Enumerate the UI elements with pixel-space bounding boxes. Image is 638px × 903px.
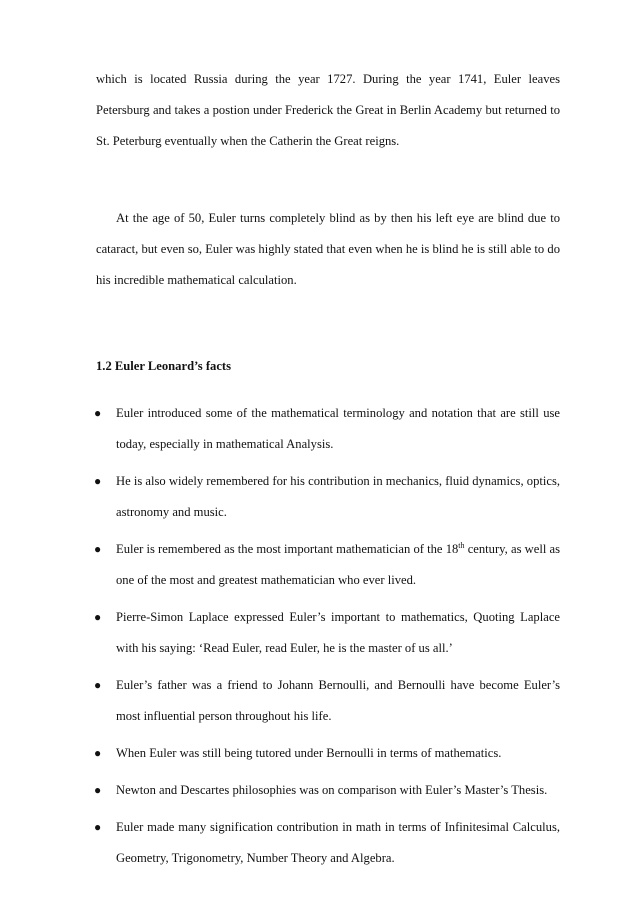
list-item-text: Newton and Descartes philosophies was on comparison with Euler’s Master’s Thesis. (116, 783, 548, 797)
paragraph-blindness: At the age of 50, Euler turns completely blind as by then his left eye are blind due to cataract, but even so, Euler was highly stated that even when he is blind he is still able to do his incredible mathematical calculation. (96, 211, 560, 287)
bullet-icon: ● (94, 820, 102, 834)
text-before-superscript: Euler is remembered as the most important mathematician of the 18 (116, 542, 459, 556)
facts-list (0, 398, 638, 880)
list-item-text: He is also widely remembered for his contribution in mechanics, fluid dynamics, optics, astronomy and music. (116, 474, 560, 519)
list-item (0, 738, 638, 769)
bullet-icon: ● (94, 783, 102, 797)
list-item (0, 602, 638, 664)
paragraph-continuation: which is located Russia during the year 1727. During the year 1741, Euler leaves Petersburg and takes a postion under Frederick the Great in Berlin Academy but returned to St. Peterburg eventually when the Catherin the Great reigns. (96, 72, 560, 148)
list-item (0, 775, 638, 806)
bullet-icon: ● (94, 474, 102, 488)
list-item-text: When Euler was still being tutored under Bernoulli in terms of mathematics. (116, 746, 502, 760)
list-item-text: Euler made many signification contribution in math in terms of Infinitesimal Calculus, Geometry, Trigonometry, Number Theory and Algebra. (116, 820, 560, 865)
bullet-icon: ● (94, 610, 102, 624)
section-heading: 1.2 Euler Leonard’s facts (96, 359, 232, 373)
ordinal-superscript: th (458, 540, 465, 550)
bullet-icon: ● (94, 746, 102, 760)
list-item-text: Euler’s father was a friend to Johann Bernoulli, and Bernoulli have become Euler’s most influential person throughout his life. (116, 678, 560, 723)
list-item (0, 812, 638, 874)
text-after-superscript: century, as well as one of the most and greatest mathematician who ever lived. (116, 542, 560, 587)
bullet-icon: ● (94, 542, 102, 556)
list-item-text: Pierre-Simon Laplace expressed Euler’s important to mathematics, Quoting Laplace with his saying: ‘Read Euler, read Euler, he is the master of us all.’ (116, 610, 560, 655)
list-item (0, 398, 638, 460)
list-item (0, 670, 638, 732)
list-item (0, 534, 638, 596)
list-item (0, 466, 638, 528)
bullet-icon: ● (94, 406, 102, 420)
bullet-icon: ● (94, 678, 102, 692)
list-item-text (116, 534, 560, 596)
list-item-text: Euler introduced some of the mathematical terminology and notation that are still use today, especially in mathematical Analysis. (116, 406, 560, 451)
